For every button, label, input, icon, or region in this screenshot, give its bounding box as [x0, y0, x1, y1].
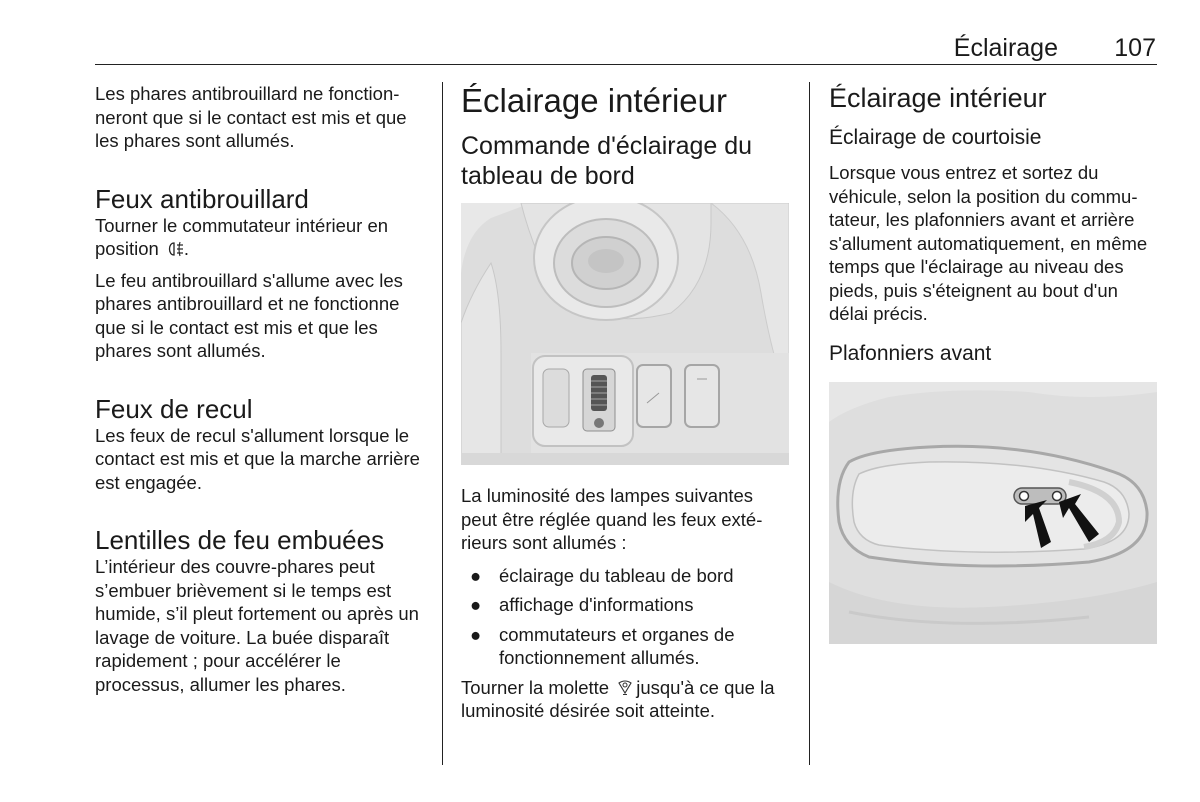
- dashboard-switch-illustration: [461, 203, 789, 465]
- list-item-text: commutateurs et organes de fonctionnement allumés.: [499, 623, 735, 668]
- fog-lights-paragraph-1-end: .: [183, 238, 190, 259]
- page-number: 107: [1114, 34, 1156, 62]
- middle-column: [461, 82, 791, 723]
- brightness-instruction-end: jusqu'à ce que la luminosité désirée soit atteinte.: [461, 676, 775, 721]
- fog-light-icon: [166, 240, 184, 258]
- fog-intro-paragraph: Les phares antibrouillard ne fonctionneront que si le contact est mis et que les phares sont allumés.: [95, 83, 407, 151]
- header-title: Éclairage: [953, 34, 1058, 62]
- fog-lights-paragraph-2: Le feu antibrouillard s'allume avec les phares antibrouillard et ne fonctionne que si le contact est mis et que les phares sont allumés.: [95, 269, 403, 361]
- interior-lighting-heading-2: Éclairage intérieur: [829, 83, 1047, 113]
- brightness-instruction-paragraph: [461, 676, 791, 723]
- left-column: [95, 82, 425, 696]
- interior-lighting-heading: Éclairage intérieur: [461, 82, 727, 119]
- list-item: [461, 623, 791, 670]
- front-lamps-heading: Plafonniers avant: [829, 341, 992, 365]
- brightness-instruction-start: Tourner la molette: [461, 676, 610, 698]
- bullet-icon: ●: [470, 564, 482, 586]
- misted-lenses-heading: Lentilles de feu embuées: [95, 525, 385, 555]
- column-divider-1: [442, 82, 443, 765]
- courtesy-lighting-heading: Éclairage de courtoisie: [829, 126, 1042, 149]
- dashboard-control-heading: Commande d'éclairage du tableau de bord: [461, 132, 753, 190]
- bullet-icon: ●: [470, 594, 482, 615]
- reversing-lights-paragraph: Les feux de recul s'allument lorsque le contact est mis et que la marche arrière est engagée.: [95, 424, 420, 493]
- brightness-wheel-icon: [616, 679, 634, 697]
- fog-lights-paragraph-1-text: Tourner le commutateur intérieur en position: [95, 214, 389, 259]
- courtesy-lighting-paragraph: Lorsque vous entrez et sortez du véhicule, selon la position du commutateur, les plafonniers avant et arrière s'allument automatiquement, en même temps que l'éclairage au niveau des pieds, puis s'éteignent au bout d'un délai précis.: [829, 162, 1148, 324]
- header-rule: [95, 64, 1157, 65]
- column-divider-2: [809, 82, 810, 765]
- misted-lenses-paragraph: L’intérieur des couvre-phares peut s’embuer brièvement si le temps est humide, s’il pleut fortement ou après un lavage de voiture. La buée disparaît rapidement ; pour accélérer le processus, allumer les phares.: [95, 556, 419, 695]
- bullet-icon: ●: [470, 623, 482, 645]
- list-item: [461, 593, 791, 617]
- right-column: [829, 82, 1159, 644]
- list-item-text: éclairage du tableau de bord: [499, 564, 734, 586]
- fog-lights-heading: Feux antibrouillard: [95, 183, 309, 214]
- brightness-intro-paragraph: La luminosité des lampes suivantes peut être réglée quand les feux extérieurs sont allumés :: [461, 485, 763, 553]
- list-item-text: affichage d'informations: [499, 594, 694, 615]
- front-ceiling-lamp-illustration: [829, 382, 1157, 644]
- reversing-lights-heading: Feux de recul: [95, 393, 253, 424]
- list-item: [461, 564, 791, 588]
- fog-lights-paragraph-1: [95, 214, 425, 261]
- brightness-bullet-list: [461, 564, 791, 670]
